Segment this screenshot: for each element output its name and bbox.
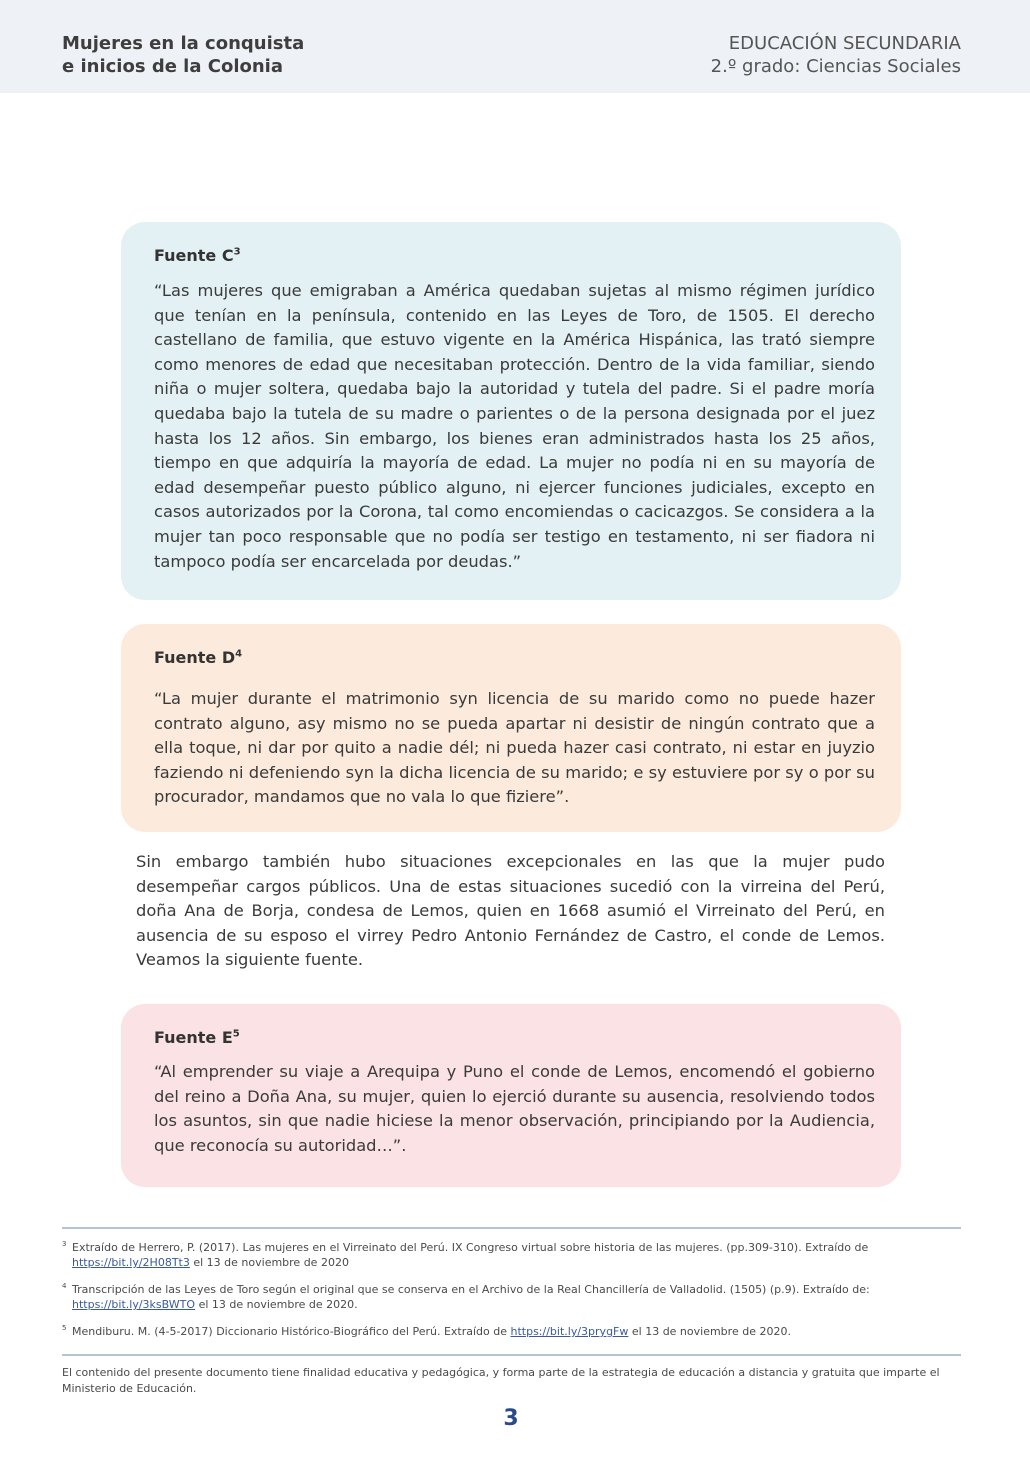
course-info xyxy=(711,32,961,78)
footnote-number: 4 xyxy=(62,1282,67,1290)
source-d-box xyxy=(121,624,901,832)
source-e-box xyxy=(121,1004,901,1187)
footnote-4 xyxy=(62,1282,952,1312)
source-c-title: Fuente $C^3$ xyxy=(154,246,241,265)
footnotes xyxy=(62,1240,952,1351)
footnote-text: Mendiburu. M. (4-5-2017) Diccionario Histórico-Biográfico del Perú. Extraído de xyxy=(72,1325,507,1338)
source-d-title: Fuente $D^4$ xyxy=(154,648,243,667)
footnote-text: Transcripción de las Leyes de Toro según el original que se conserva en el Archivo de la Real Chancillería de Valladolid. (1505) (p.9). Extraído de: xyxy=(72,1283,870,1296)
source-e-ref: 5 xyxy=(232,1028,240,1040)
footnote-link[interactable]: https://bit.ly/2H08Tt3 xyxy=(72,1256,190,1269)
document-title xyxy=(62,32,304,78)
footnote-divider xyxy=(62,1227,961,1229)
source-d-text: “La mujer durante el matrimonio syn licencia de su marido como no puede hazer contrato alguno, asy mismo no se pueda apartar ni desistir de ningún contrato que a ella toque, ni dar por quito a nadie dél; ni pueda hazer casi contrato, ni estar en juyzio faziendo ni defeniendo syn la dicha licencia de su marido; e sy estuviere por sy o por su procurador, mandamos que no vala lo que fiziere”. xyxy=(154,689,875,807)
footnote-5 xyxy=(62,1324,952,1339)
footnote-number: 3 xyxy=(62,1240,67,1248)
source-e-text: “Al emprender su viaje a Arequipa y Puno el conde de Lemos, encomendó el gobierno del reino a Doña Ana, su mujer, quien lo ejerció durante su ausencia, resolviendo todos los asuntos, sin que nadie hiciese la menor observación, principiando por la Audiencia, que reconocía su autoridad…”. xyxy=(154,1062,875,1155)
education-level: EDUCACIÓN SECUNDARIA xyxy=(728,33,961,54)
page-header xyxy=(0,0,1030,93)
source-c-box xyxy=(121,222,901,600)
disclaimer-divider xyxy=(62,1354,961,1356)
source-e-title: Fuente $E^5$ xyxy=(154,1028,240,1047)
footnote-text: Extraído de Herrero, P. (2017). Las mujeres en el Virreinato del Perú. IX Congreso virtual sobre historia de las mujeres. (pp.309-310). Extraído de xyxy=(72,1241,869,1254)
document-title-line1: Mujeres en la conquista xyxy=(62,33,305,54)
footnote-link[interactable]: https://bit.ly/3ksBWTO xyxy=(72,1298,196,1311)
footnote-date: el 13 de noviembre de 2020. xyxy=(198,1298,358,1311)
source-c-text: “Las mujeres que emigraban a América quedaban sujetas al mismo régimen jurídico que tenían en la península, contenido en las Leyes de Toro, de 1505. El derecho castellano de familia, que estuvo vigente en la América Hispánica, las trató siempre como menores de edad que necesitaban protección. Dentro de la vida familiar, siendo niña o mujer soltera, quedaba bajo la autoridad y tutela del padre. Si el padre moría quedaba bajo la tutela de su madre o parientes o de la persona designada por el juez hasta los 12 años. Sin embargo, los bienes eran administrados hasta los 25 años, tiempo en que adquiría la mayoría de edad. La mujer no podía ni en su mayoría de edad desempeñar puesto público alguno, ni ejercer funciones judiciales, excepto en casos autorizados por la Corona, tal como encomiendas o cacicazgos. Se considera a la mujer tan poco responsable que no podía ser testigo en testamento, ni ser fiadora ni tampoco podía ser encarcelada por deudas.” xyxy=(154,281,875,571)
footnote-date: el 13 de noviembre de 2020. xyxy=(631,1325,791,1338)
disclaimer: El contenido del presente documento tiene finalidad educativa y pedagógica, y forma parte de la estrategia de educación a distancia y gratuita que imparte el Ministerio de Educación. xyxy=(62,1366,940,1395)
body-paragraph: Sin embargo también hubo situaciones excepcionales en las que la mujer pudo desempeñar cargos públicos. Una de estas situaciones sucedió con la virreina del Perú, doña Ana de Borja, condesa de Lemos, quien en 1668 asumió el Virreinato del Perú, en ausencia de su esposo el virrey Pedro Antonio Fernández de Castro, el conde de Lemos. Veamos la siguiente fuente. xyxy=(136,852,885,970)
grade-subject: 2.º grado: Ciencias Sociales xyxy=(710,56,961,77)
footnote-number: 5 xyxy=(62,1324,67,1332)
source-d-ref: 4 xyxy=(235,648,243,660)
page-number: 3 xyxy=(503,1406,519,1431)
document-title-line2: e inicios de la Colonia xyxy=(62,56,284,77)
footnote-date: el 13 de noviembre de 2020 xyxy=(193,1256,349,1269)
source-c-ref: 3 xyxy=(233,246,241,258)
footnote-link[interactable]: https://bit.ly/3prygFw xyxy=(510,1325,629,1338)
footnote-3 xyxy=(62,1240,952,1270)
